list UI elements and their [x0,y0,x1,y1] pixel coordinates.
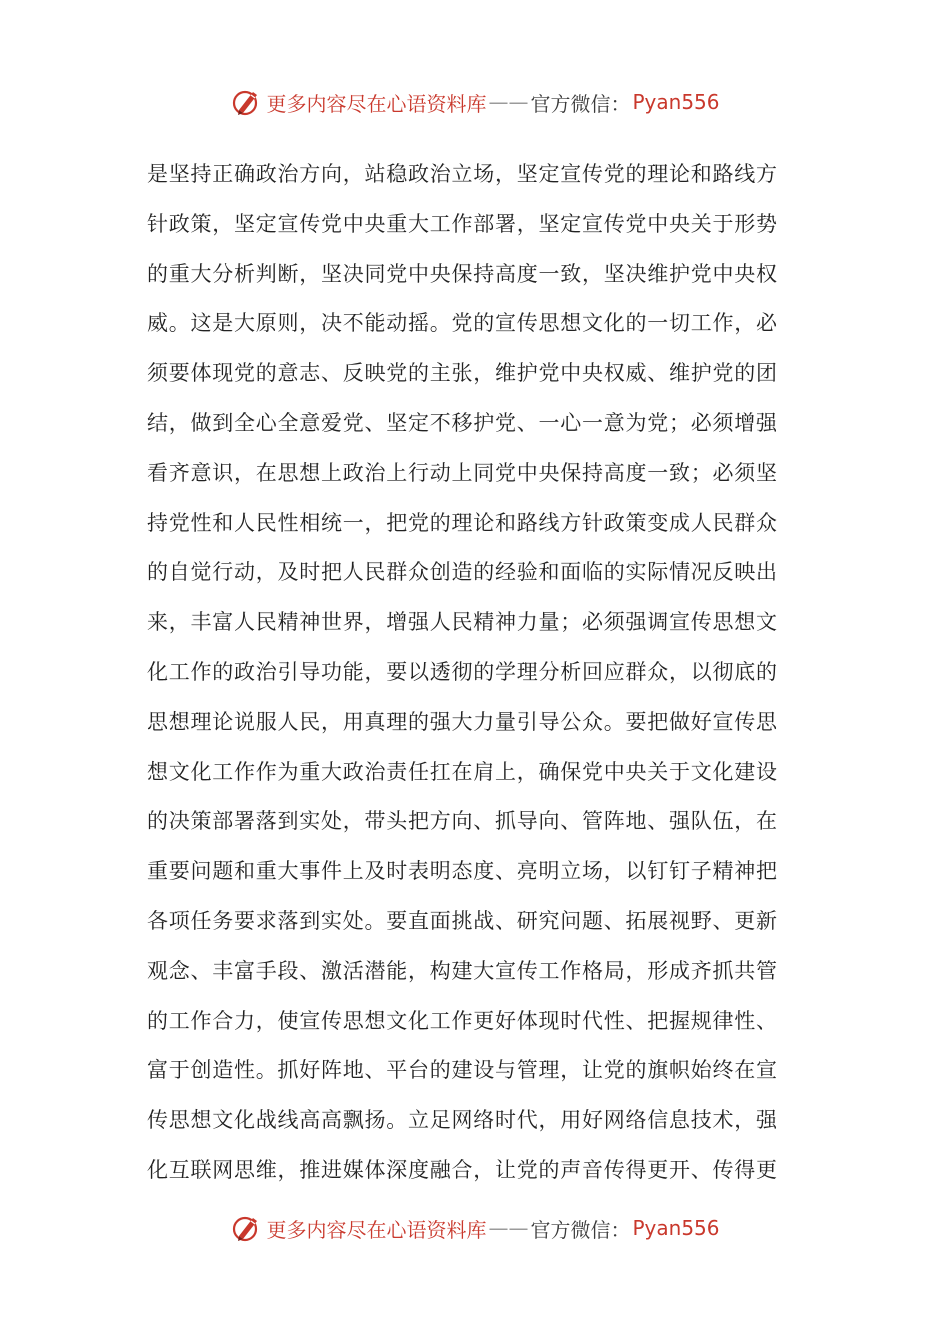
body-line: 重要问题和重大事件上及时表明态度、亮明立场，以钉钉子精神把 [147,859,778,884]
watermark-contact-id: Pyan556 [632,1216,720,1240]
body-line: 持党性和人民性相统一，把党的理论和路线方针政策变成人民群众 [147,510,778,535]
body-line: 的工作合力，使宣传思想文化工作更好体现时代性、把握规律性、 [147,1008,778,1033]
watermark-contact-label: 官方微信： [530,91,631,116]
watermark-brand-text: 更多内容尽在心语资料库 [266,1217,487,1242]
body-line: 的自觉行动，及时把人民群众创造的经验和面临的实际情况反映出 [147,560,778,585]
pen-in-circle-icon [230,86,262,118]
body-line: 来，丰富人民精神世界，增强人民精神力量；必须强调宣传思想文 [147,610,778,635]
body-line: 思想理论说服人民，用真理的强大力量引导公众。要把做好宣传思 [147,709,778,734]
pen-in-circle-icon [230,1212,262,1244]
body-line: 各项任务要求落到实处。要直面挑战、研究问题、拓展视野、更新 [147,908,778,933]
body-line: 须要体现党的意志、反映党的主张，维护党中央权威、维护党的团 [147,361,778,386]
body-line: 针政策，坚定宣传党中央重大工作部署，坚定宣传党中央关于形势 [147,211,778,236]
watermark-dash: —— [488,1216,529,1240]
body-line: 化互联网思维，推进媒体深度融合，让党的声音传得更开、传得更 [147,1157,778,1182]
footer-watermark [0,1208,950,1248]
body-line: 观念、丰富手段、激活潜能，构建大宣传工作格局，形成齐抓共管 [147,958,778,983]
body-line: 传思想文化战线高高飘扬。立足网络时代，用好网络信息技术，强 [147,1108,778,1133]
body-line: 富于创造性。抓好阵地、平台的建设与管理，让党的旗帜始终在宣 [147,1058,778,1083]
watermark-contact-id: Pyan556 [632,90,720,114]
watermark-contact-label: 官方微信： [530,1217,631,1242]
body-line: 的重大分析判断，坚决同党中央保持高度一致，坚决维护党中央权 [147,261,778,286]
body-line: 看齐意识，在思想上政治上行动上同党中央保持高度一致；必须坚 [147,460,778,485]
body-line: 想文化工作作为重大政治责任扛在肩上，确保党中央关于文化建设 [147,759,778,784]
document-body [147,150,807,1196]
body-line: 是坚持正确政治方向，站稳政治立场，坚定宣传党的理论和路线方 [147,162,778,186]
header-watermark [0,82,950,122]
body-line: 的决策部署落到实处，带头把方向、抓导向、管阵地、强队伍，在 [147,809,778,834]
watermark-brand-text: 更多内容尽在心语资料库 [266,91,487,116]
body-line: 威。这是大原则，决不能动摇。党的宣传思想文化的一切工作，必 [147,311,778,336]
watermark-dash: —— [488,90,529,114]
body-line: 化工作的政治引导功能，要以透彻的学理分析回应群众，以彻底的 [147,659,778,684]
body-line: 结，做到全心全意爱党、坚定不移护党、一心一意为党；必须增强 [147,410,778,435]
